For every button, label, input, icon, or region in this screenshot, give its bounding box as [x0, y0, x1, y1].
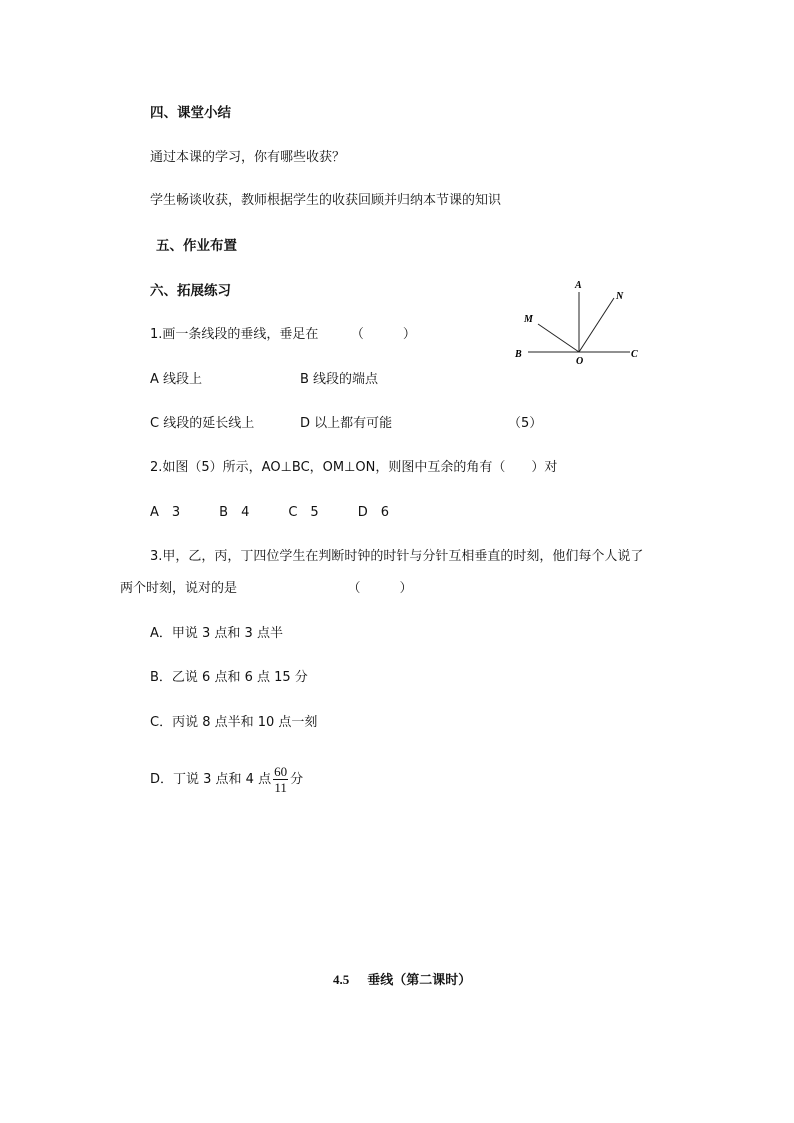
q3-option-d-suffix: 分 [290, 772, 304, 787]
ray-om [538, 324, 579, 352]
perpendicular-figure [510, 276, 650, 368]
section-number: 4.5 [333, 972, 350, 987]
practice-heading: 六、拓展练习 [150, 283, 231, 299]
fraction-numerator: 60 [274, 764, 288, 779]
label-n: N [616, 291, 624, 302]
q3-option-b: B．乙说 6 点和 6 点 15 分 [150, 670, 308, 685]
q1-option-c: C 线段的延长线上 [150, 416, 255, 431]
homework-heading: 五、作业布置 [156, 238, 237, 254]
q3-stem-line1: 3.甲，乙，丙，丁四位学生在判断时钟的时针与分针互相垂直的时刻，他们每个人说了 [150, 549, 644, 564]
summary-question: 通过本课的学习，你有哪些收获？ [150, 150, 346, 165]
q1-option-a: A 线段上 [150, 372, 203, 387]
q3-option-d-prefix: D．丁说 3 点和 4 点 [150, 772, 272, 787]
q3-option-d [150, 764, 303, 795]
section-footer-title [333, 969, 471, 988]
q3-option-c: C．丙说 8 点半和 10 点一刻 [150, 715, 318, 730]
label-a: A [575, 280, 582, 291]
q3-option-a: A．甲说 3 点和 3 点半 [150, 626, 283, 641]
q3-stem-line2: 两个时刻，说对的是 （ ） [120, 581, 413, 596]
section-title: 垂线（第二课时） [367, 973, 472, 988]
q1-option-d: D 以上都有可能 [300, 416, 393, 431]
fraction [273, 764, 288, 795]
q2-stem: 2.如图（5）所示，AO⊥BC，OM⊥ON，则图中互余的角有（ ）对 [150, 460, 558, 475]
figure-caption: （5） [508, 416, 543, 431]
label-c: C [631, 349, 638, 360]
q2-options: A 3 B 4 C 5 D 6 [150, 505, 389, 520]
fraction-denominator: 11 [274, 780, 287, 795]
q1-stem: 1.画一条线段的垂线，垂足在 （ ） [150, 327, 416, 342]
summary-answer: 学生畅谈收获，教师根据学生的收获回顾并归纳本节课的知识 [150, 193, 502, 208]
label-b: B [515, 349, 522, 360]
ray-on [579, 298, 614, 352]
summary-heading: 四、课堂小结 [150, 105, 231, 121]
label-o: O [576, 356, 584, 367]
label-m: M [524, 314, 533, 325]
q1-option-b: B 线段的端点 [300, 372, 379, 387]
